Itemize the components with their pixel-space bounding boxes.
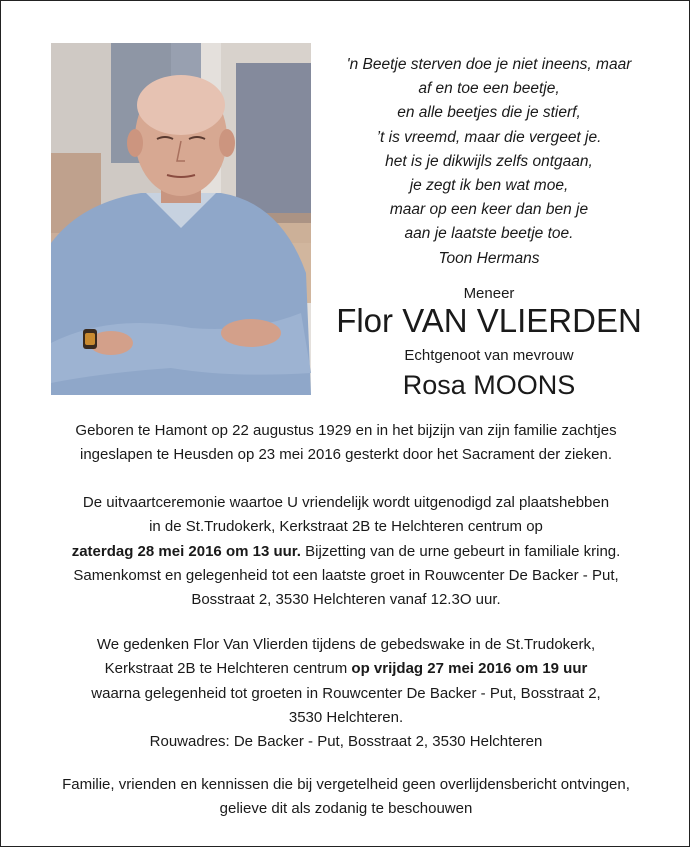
funeral-line: Bosstraat 2, 3530 Helchteren vanaf 12.3O uur.	[191, 591, 501, 609]
closing-line: gelieve dit als zodanig te beschouwen	[219, 800, 473, 818]
funeral-date-rest: Bijzetting van de urne gebeurt in familiale kring.	[300, 542, 621, 560]
poem-line: aan je laatste beetje toe.	[404, 225, 574, 243]
poem-line: ’t is vreemd, maar die vergeet je.	[376, 128, 602, 146]
deceased-name: Flor VAN VLIERDEN	[336, 302, 642, 339]
funeral-line: in de St.Trudokerk, Kerkstraat 2B te Helchteren centrum op	[149, 518, 543, 536]
wake-date: op vrijdag 27 mei 2016 om 19 uur	[351, 660, 588, 678]
poem-line: en alle beetjes die je stierf,	[397, 104, 581, 122]
funeral-paragraph	[21, 491, 671, 612]
poem-line: maar op een keer dan ben je	[389, 201, 589, 219]
poem-line: af en toe een beetje,	[418, 80, 560, 98]
wake-location: Kerkstraat 2B te Helchteren centrum	[104, 660, 352, 678]
poem-line: 'n Beetje sterven doe je niet ineens, maar	[346, 56, 632, 73]
wake-line: We gedenken Flor Van Vlierden tijdens de gebedswake in de St.Trudokerk,	[96, 636, 596, 653]
spouse-intro: Echtgenoot van mevrouw	[404, 347, 574, 364]
birth-paragraph	[21, 419, 671, 468]
poem	[319, 53, 659, 271]
funeral-line: De uitvaartceremonie waartoe U vriendelijk wordt uitgenodigd zal plaatshebben	[82, 494, 610, 511]
wake-date-line	[21, 657, 671, 681]
closing-paragraph	[21, 773, 671, 822]
mourning-address: Rouwadres: De Backer - Put, Bosstraat 2, 3530 Helchteren	[149, 733, 543, 751]
wake-paragraph	[21, 633, 671, 754]
portrait-photo	[51, 43, 311, 395]
birth-line: ingeslapen te Heusden op 23 mei 2016 gesterkt door het Sacrament der zieken.	[79, 446, 612, 464]
funeral-date: zaterdag 28 mei 2016 om 13 uur.	[71, 542, 301, 560]
funeral-date-line	[21, 540, 671, 564]
poem-line: het is je dikwijls zelfs ontgaan,	[385, 152, 593, 170]
closing-line: Familie, vrienden en kennissen die bij vergetelheid geen overlijdensbericht ontvingen,	[62, 776, 630, 793]
wake-line: 3530 Helchteren.	[288, 708, 404, 726]
poem-line: je zegt ik ben wat moe,	[409, 177, 569, 195]
funeral-line: Samenkomst en gelegenheid tot een laatste groet in Rouwcenter De Backer - Put,	[73, 566, 619, 584]
poem-author: Toon Hermans	[438, 249, 540, 267]
spouse-name: Rosa MOONS	[402, 370, 576, 400]
deceased-honorific: Meneer	[463, 285, 515, 302]
birth-line: Geboren te Hamont op 22 augustus 1929 en in het bijzijn van zijn familie zachtjes	[75, 422, 617, 439]
wake-line: waarna gelegenheid tot groeten in Rouwcenter De Backer - Put, Bosstraat 2,	[91, 684, 601, 702]
